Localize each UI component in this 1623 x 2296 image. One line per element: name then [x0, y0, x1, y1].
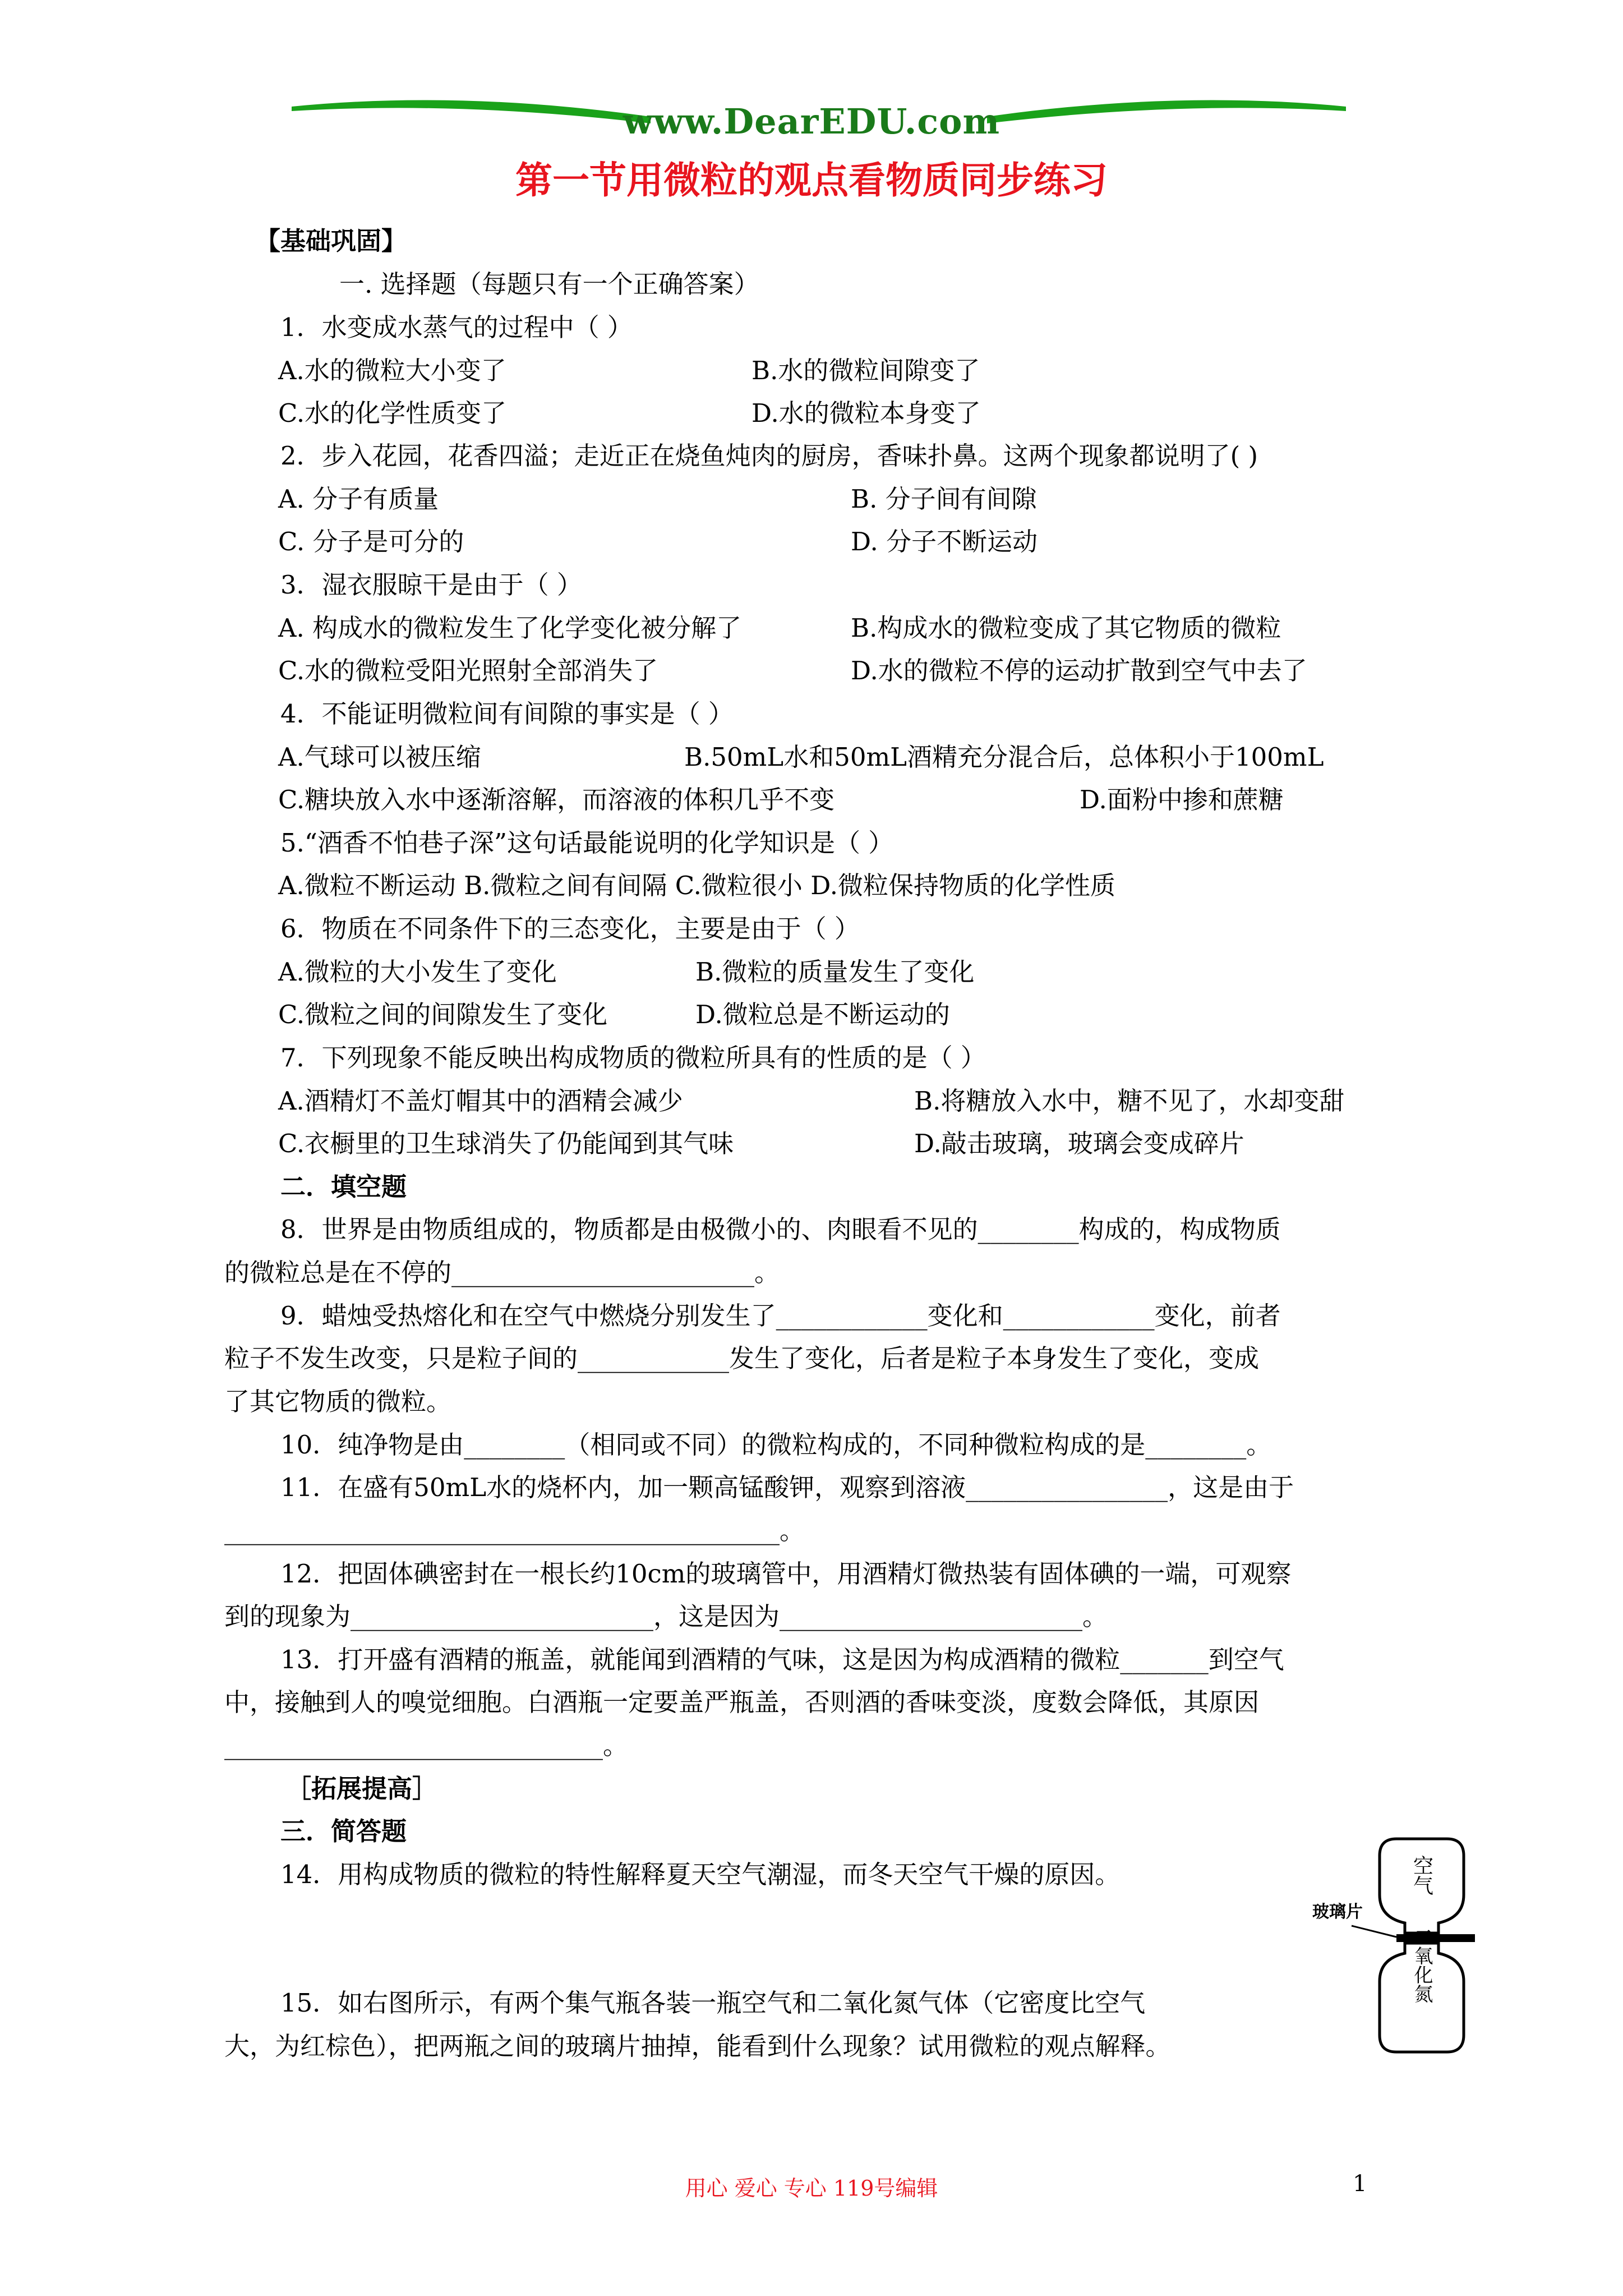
- text-line: 2．步入花园，花香四溢；走近正在烧鱼炖肉的厨房，香味扑鼻。这两个现象都说明了( ): [280, 441, 1258, 471]
- glass-plate: [1396, 1934, 1475, 1942]
- text-line: C.糖块放入水中逐渐溶解，而溶液的体积几乎不变: [278, 785, 835, 815]
- text-line: D.水的微粒不停的运动扩散到空气中去了: [851, 656, 1307, 685]
- text-line: C.水的微粒受阳光照射全部消失了: [278, 656, 658, 685]
- text-line: 二．填空题: [280, 1172, 407, 1202]
- text-line: B.微粒的质量发生了变化: [695, 957, 975, 987]
- text-line: B. 分子间有间隙: [851, 484, 1037, 514]
- text-line: 粒子不发生改变，只是粒子间的____________发生了变化，后者是粒子本身发生了变化，变成: [224, 1343, 1260, 1373]
- page-footer: 用心 爱心 专心 119号编辑: [685, 2176, 938, 2201]
- text-line: ［拓展提高］: [286, 1774, 438, 1803]
- page-number: 1: [1353, 2171, 1367, 2197]
- text-line: 了其它物质的微粒。: [224, 1387, 452, 1416]
- text-line: 一. 选择题（每题只有一个正确答案）: [339, 269, 759, 299]
- text-line: A.酒精灯不盖灯帽其中的酒精会减少: [278, 1086, 683, 1116]
- text-line: B.将糖放入水中，糖不见了，水却变甜: [914, 1086, 1345, 1116]
- text-line: 3．湿衣服晾干是由于（ ）: [280, 570, 582, 600]
- top-jar-label: 空气: [1410, 1855, 1433, 1895]
- plate-label: 玻璃片: [1312, 1902, 1363, 1922]
- text-line: A. 分子有质量: [278, 484, 439, 514]
- text-line: B.构成水的微粒变成了其它物质的微粒: [851, 613, 1281, 643]
- text-line: A.气球可以被压缩: [278, 742, 481, 772]
- text-line: 三．简答题: [280, 1816, 407, 1846]
- text-line: C. 分子是可分的: [278, 527, 464, 556]
- text-line: 【基础巩固】: [255, 226, 407, 256]
- text-line: B.50mL水和50mL酒精充分混合后，总体积小于100mL: [684, 742, 1324, 772]
- text-line: ______________________________。: [224, 1731, 629, 1760]
- text-line: 15．如右图所示，有两个集气瓶各装一瓶空气和二氧化氮气体（它密度比空气: [280, 1988, 1146, 2018]
- text-line: D.水的微粒本身变了: [751, 398, 981, 428]
- text-line: 11．在盛有50mL水的烧杯内，加一颗高锰酸钾，观察到溶液________________，这是由于: [280, 1473, 1294, 1502]
- text-line: 1．水变成水蒸气的过程中（ ）: [280, 312, 633, 342]
- text-line: C.水的化学性质变了: [278, 398, 507, 428]
- text-line: A.微粒的大小发生了变化: [278, 957, 557, 987]
- text-line: ____________________________________________。: [224, 1516, 805, 1545]
- text-line: 10．纯净物是由________（相同或不同）的微粒构成的，不同种微粒构成的是________。: [280, 1430, 1272, 1460]
- text-line: 中，接触到人的嗅觉细胞。白酒瓶一定要盖严瓶盖，否则酒的香味变淡，度数会降低，其原因: [224, 1687, 1260, 1717]
- text-line: 6．物质在不同条件下的三态变化，主要是由于（ ）: [280, 914, 860, 944]
- text-line: D.敲击玻璃，玻璃会变成碎片: [914, 1129, 1244, 1158]
- text-line: 9．蜡烛受热熔化和在空气中燃烧分别发生了____________变化和____________变化，前者: [280, 1301, 1281, 1331]
- text-line: C.衣橱里的卫生球消失了仍能闻到其气味: [278, 1129, 734, 1158]
- text-line: 13．打开盛有酒精的瓶盖，就能闻到酒精的气味，这是因为构成酒精的微粒_______到空气: [280, 1645, 1284, 1674]
- text-line: D.面粉中掺和蔗糖: [1080, 785, 1284, 815]
- bottom-jar-label: 二氧化氮: [1410, 1927, 1433, 2003]
- text-line: 的微粒总是在不停的________________________。: [224, 1258, 780, 1287]
- page-title: 第一节用微粒的观点看物质同步练习: [515, 158, 1108, 202]
- text-line: 12．把固体碘密封在一根长约10cm的玻璃管中，用酒精灯微热装有固体碘的一端，可观察: [280, 1559, 1292, 1589]
- text-line: 7．下列现象不能反映出构成物质的微粒所具有的性质的是（ ）: [280, 1043, 986, 1073]
- text-line: 14．用构成物质的微粒的特性解释夏天空气潮湿，而冬天空气干燥的原因。: [280, 1860, 1121, 1889]
- text-line: 大，为红棕色），把两瓶之间的玻璃片抽掉，能看到什么现象？试用微粒的观点解释。: [224, 2031, 1171, 2061]
- text-line: A.微粒不断运动 B.微粒之间有间隔 C.微粒很小 D.微粒保持物质的化学性质: [278, 871, 1116, 900]
- text-line: D. 分子不断运动: [851, 527, 1038, 556]
- text-line: B.水的微粒间隙变了: [751, 356, 980, 385]
- site-url: www.DearEDU.com: [623, 101, 1000, 142]
- text-line: C.微粒之间的间隙发生了变化: [278, 1000, 608, 1029]
- text-line: 8．世界是由物质组成的，物质都是由极微小的、肉眼看不见的________构成的，构成物质: [280, 1214, 1281, 1244]
- text-line: 4．不能证明微粒间有间隙的事实是（ ）: [280, 699, 734, 729]
- gas-jars-figure: [1312, 1833, 1486, 2058]
- text-line: A. 构成水的微粒发生了化学变化被分解了: [278, 613, 742, 643]
- text-line: 到的现象为________________________，这是因为________________________。: [224, 1602, 1108, 1631]
- text-line: D.微粒总是不断运动的: [695, 1000, 950, 1029]
- text-line: 5.“酒香不怕巷子深”这句话最能说明的化学知识是（ ）: [280, 828, 894, 858]
- text-line: A.水的微粒大小变了: [278, 356, 506, 385]
